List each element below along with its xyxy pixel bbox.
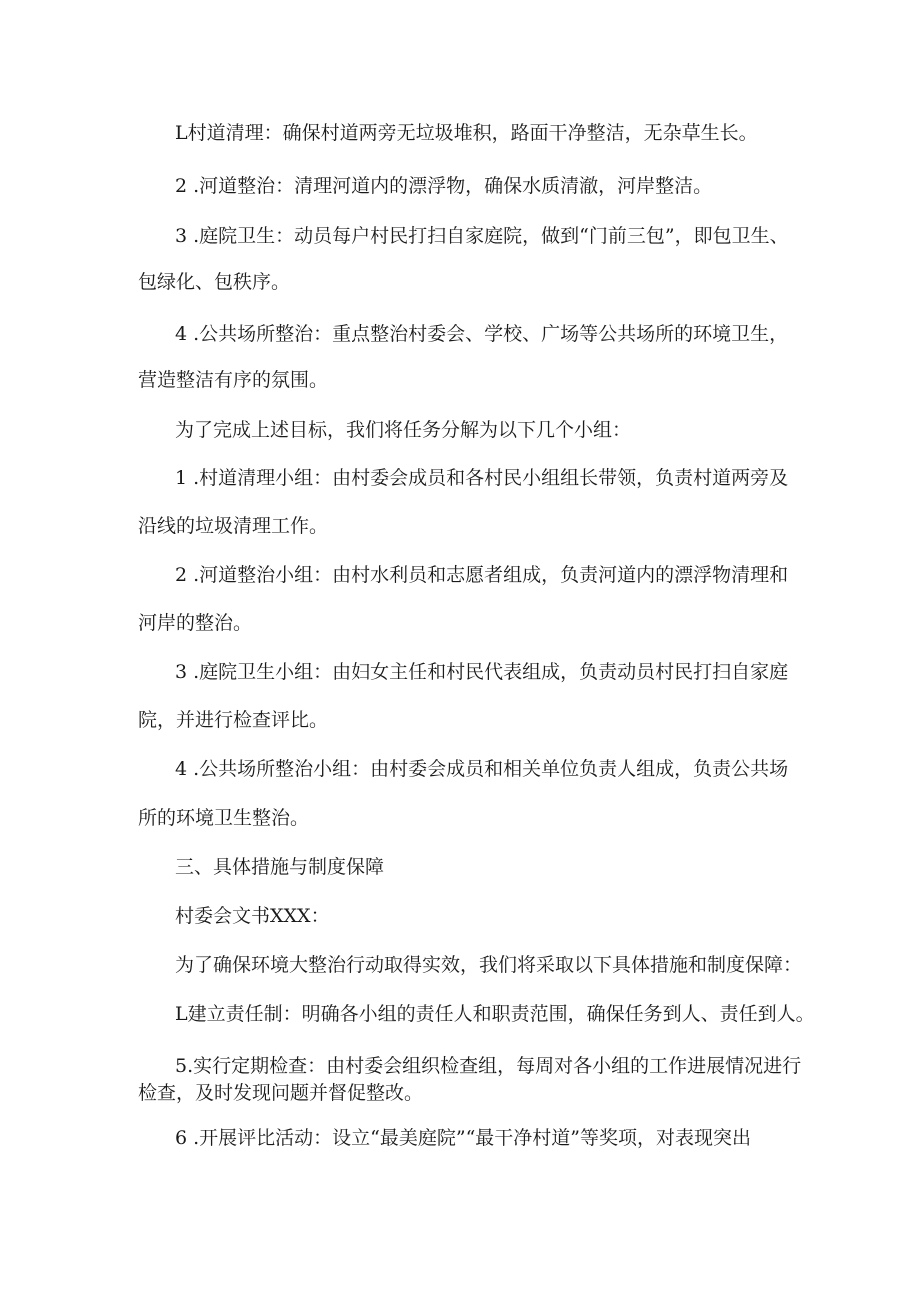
text-line-22: 6 .开展评比活动：设立“最美庭院”“最干净村道”等奖项，对表现突出 [175,1127,752,1149]
text-line-13: 院，并进行检查评比。 [138,709,329,731]
text-line-11: 河岸的整治。 [138,612,253,634]
text-line-4: 包绿化、包秩序。 [138,271,291,293]
text-line-12: 3 .庭院卫生小组：由妇女主任和村民代表组成，负责动员村民打扫自家庭 [175,661,789,683]
text-line-8: 1 .村道清理小组：由村委会成员和各村民小组组长带领，负责村道两旁及 [175,467,789,489]
text-line-21: 检查，及时发现问题并督促整改。 [138,1082,424,1104]
text-line-17: 村委会文书XXX： [175,905,330,927]
text-line-20: 5.实行定期检查：由村委会组织检查组，每周对各小组的工作进展情况进行 [175,1055,802,1077]
text-line-5: 4 .公共场所整治：重点整治村委会、学校、广场等公共场所的环境卫生， [175,323,789,345]
text-line-15: 所的环境卫生整治。 [138,807,310,829]
text-line-6: 营造整洁有序的氛围。 [138,369,329,391]
text-line-1: L村道清理：确保村道两旁无垃圾堆积，路面干净整洁，无杂草生长。 [175,122,758,144]
text-line-19: L建立责任制：明确各小组的责任人和职责范围，确保任务到人、责任到人。 [175,1003,815,1025]
section-heading: 三、具体措施与制度保障 [175,856,385,878]
text-line-2: 2 .河道整治：清理河道内的漂浮物，确保水质清澈，河岸整洁。 [175,175,713,197]
text-line-7: 为了完成上述目标，我们将任务分解为以下几个小组： [175,419,632,441]
text-line-9: 沿线的垃圾清理工作。 [138,515,329,537]
text-line-10: 2 .河道整治小组：由村水利员和志愿者组成，负责河道内的漂浮物清理和 [175,564,789,586]
text-line-18: 为了确保环境大整治行动取得实效，我们将采取以下具体措施和制度保障： [175,954,803,976]
text-line-14: 4 .公共场所整治小组：由村委会成员和相关单位负责人组成，负责公共场 [175,758,789,780]
text-line-3: 3 .庭院卫生：动员每户村民打扫自家庭院，做到“门前三包”，即包卫生、 [175,225,789,247]
